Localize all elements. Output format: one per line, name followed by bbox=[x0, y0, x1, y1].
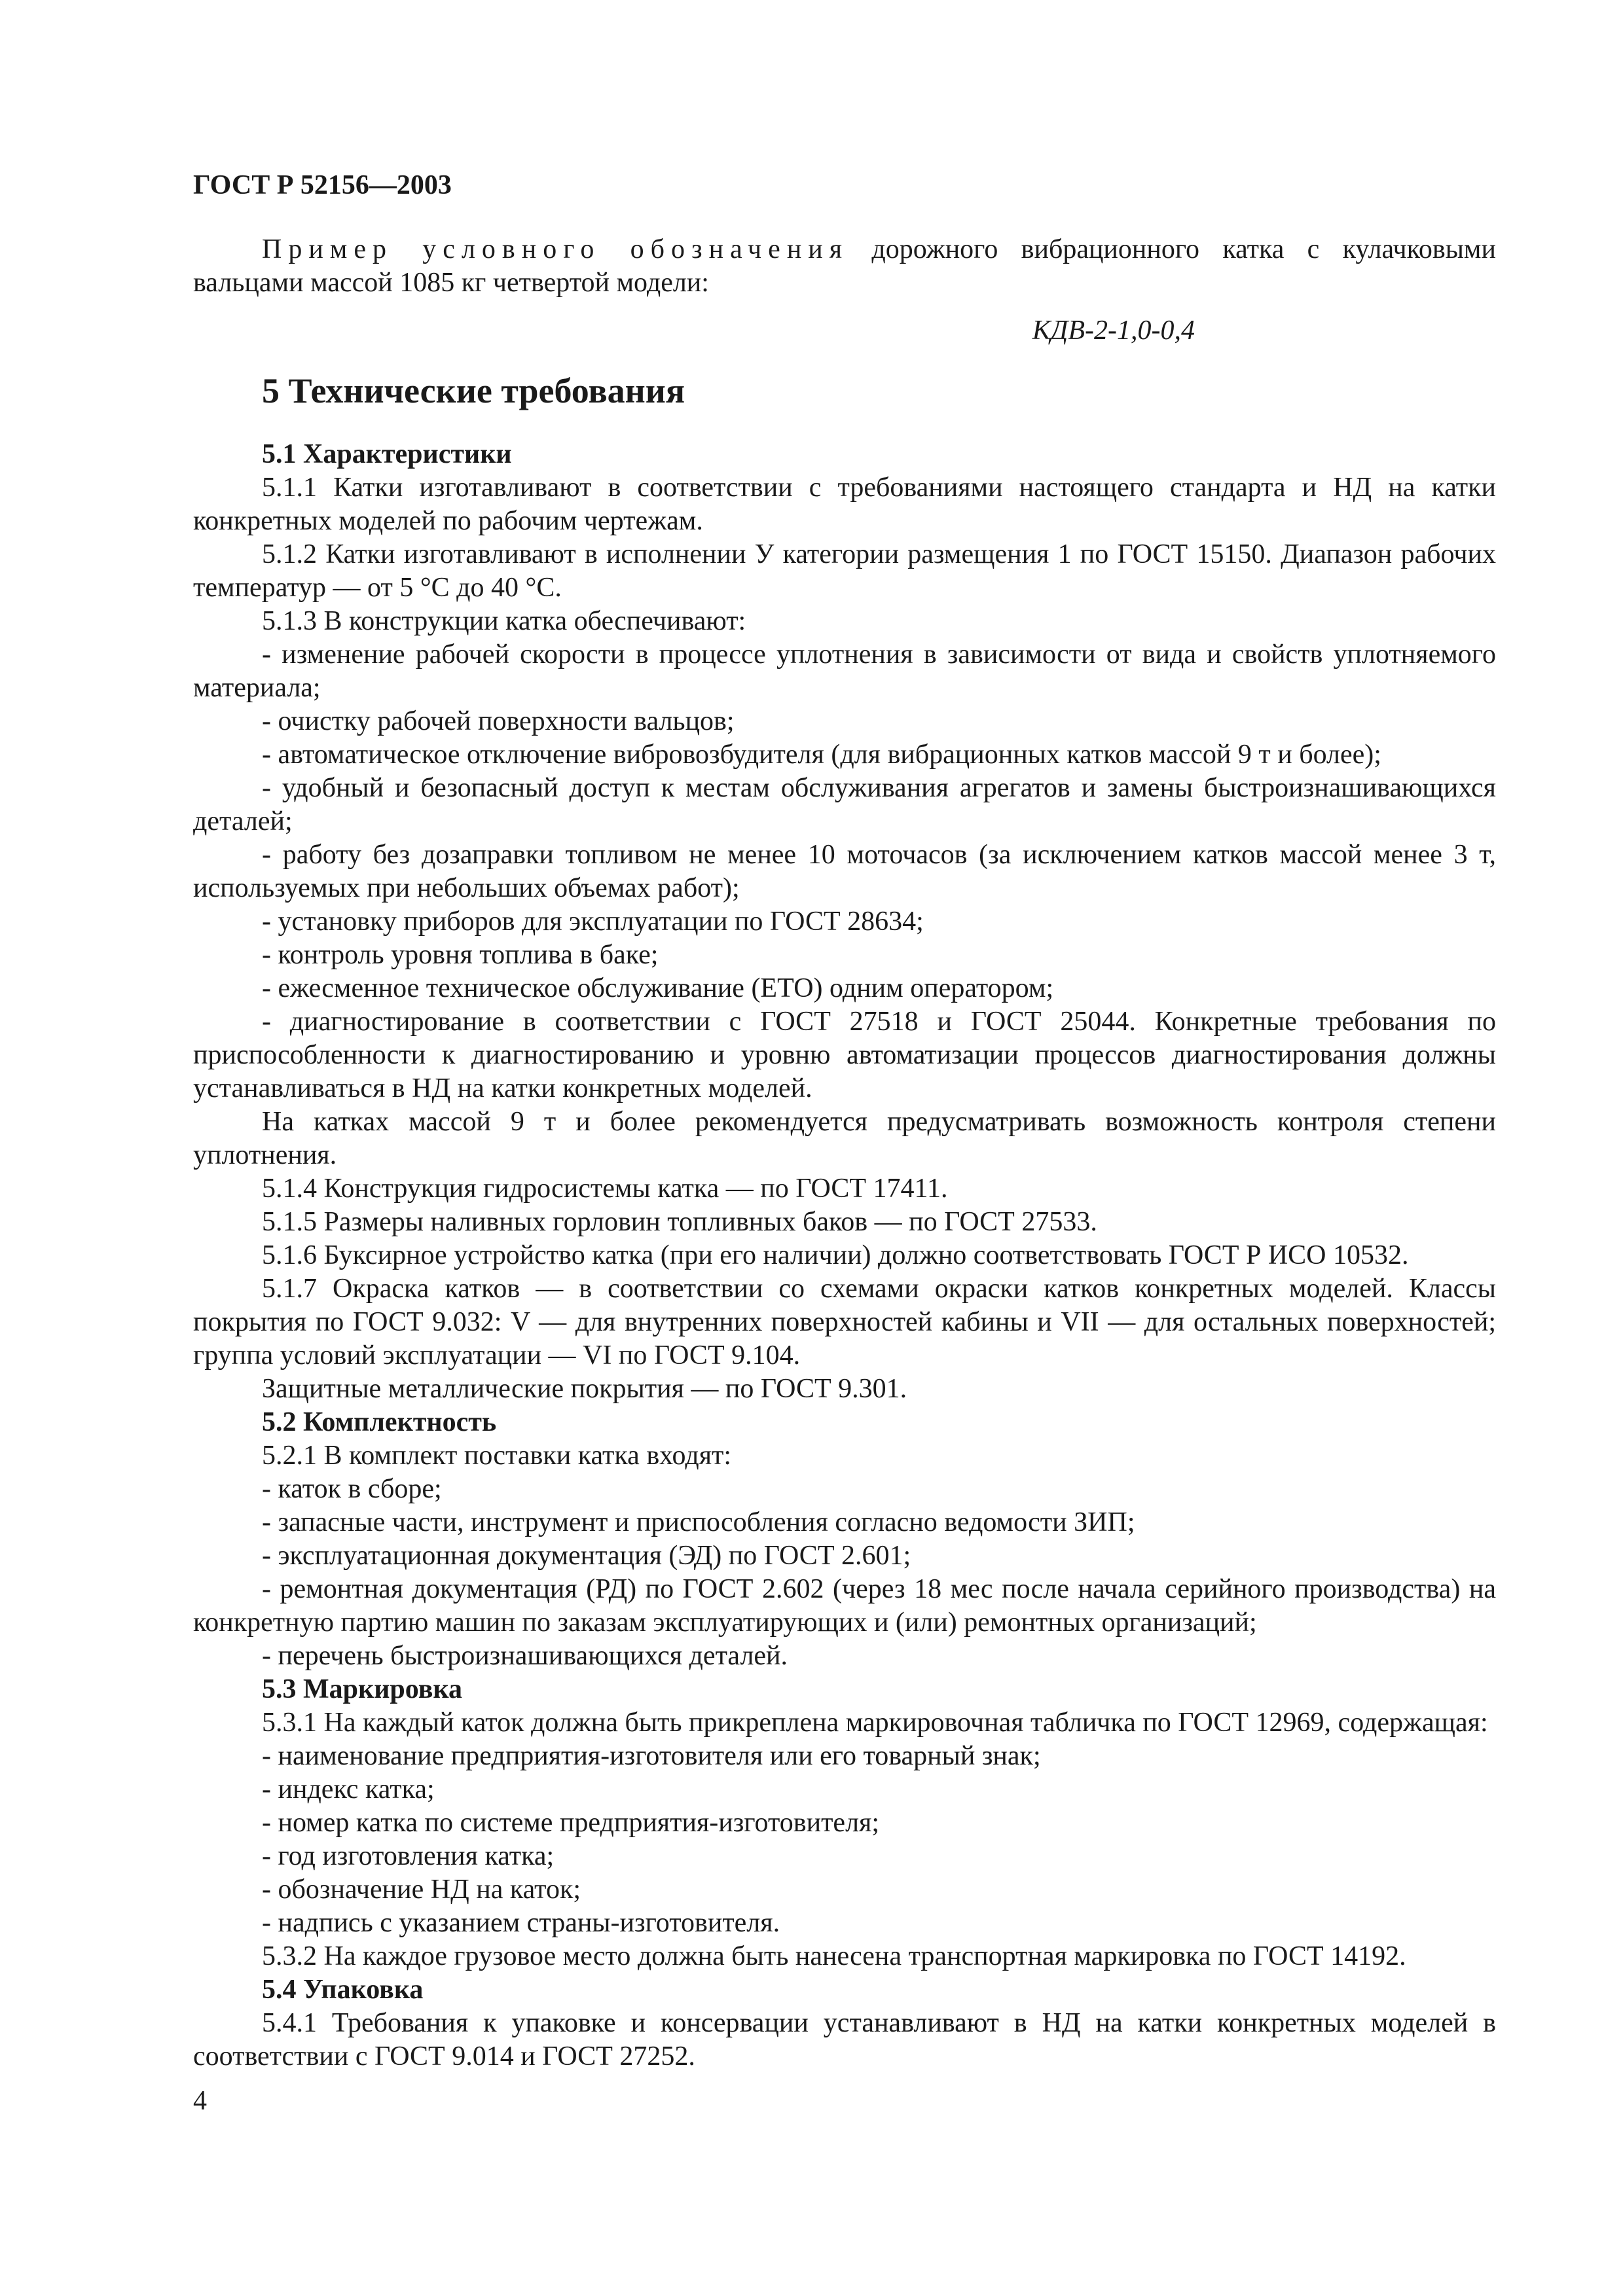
list-item: - год изготовления катка; bbox=[262, 1841, 555, 1871]
subsection-title-packaging: 5.4 Упаковка bbox=[262, 1975, 424, 2005]
list-item: - запасные части, инструмент и приспособления согласно ведомости ЗИП; bbox=[262, 1507, 1135, 1537]
list-item: - эксплуатационная документация (ЭД) по ГОСТ 2.601; bbox=[262, 1541, 911, 1571]
example-label: Пример условного обозначения bbox=[262, 234, 849, 264]
clause-5-1-6: 5.1.6 Буксирное устройство катка (при его наличии) должно соответствовать ГОСТ Р ИСО 10532. bbox=[262, 1240, 1409, 1270]
clause-5-4-1: 5.4.1 Требования к упаковке и консервации устанавливают в НД на катки конкретных моделей в соответствии с ГОСТ 9.014 и ГОСТ 27252. bbox=[193, 2008, 1496, 2072]
clause-5-1-1: 5.1.1 Катки изготавливают в соответствии с требованиями настоящего стандарта и НД на катки конкретных моделей по рабочим чертежам. bbox=[193, 473, 1496, 536]
list-item: - перечень быстроизнашивающихся деталей. bbox=[262, 1641, 788, 1671]
list-item: - индекс катка; bbox=[262, 1774, 435, 1804]
clause-5-1-4: 5.1.4 Конструкция гидросистемы катка — по ГОСТ 17411. bbox=[262, 1174, 948, 1204]
page-number: 4 bbox=[193, 2086, 207, 2116]
list-item: - установку приборов для эксплуатации по ГОСТ 28634; bbox=[262, 906, 924, 937]
list-item: - диагностирование в соответствии с ГОСТ 27518 и ГОСТ 25044. Конкретные требования по приспособленности к диагностированию и уровню автоматизации процессов диагностирования должны устанавливаться в НД на катки конкретных моделей. bbox=[193, 1007, 1496, 1103]
clause-5-1-3-note: На катках массой 9 т и более рекомендуется предусматривать возможность контроля степени уплотнения. bbox=[193, 1107, 1496, 1170]
list-item: - автоматическое отключение вибровозбудителя (для вибрационных катков массой 9 т и более); bbox=[262, 740, 1381, 770]
list-item: - надпись с указанием страны-изготовителя. bbox=[262, 1908, 780, 1938]
list-item: - ежесменное техническое обслуживание (ЕТО) одним оператором; bbox=[262, 973, 1054, 1003]
example-designation: КДВ-2-1,0-0,4 bbox=[1032, 315, 1195, 346]
subsection-title-characteristics: 5.1 Характеристики bbox=[262, 439, 512, 469]
document-code: ГОСТ Р 52156—2003 bbox=[193, 170, 452, 200]
list-item: - работу без дозаправки топливом не менее 10 моточасов (за исключением катков массой менее 3 т, используемых при небольших объемах работ); bbox=[193, 840, 1496, 903]
list-item: - обозначение НД на каток; bbox=[262, 1874, 581, 1905]
list-item: - удобный и безопасный доступ к местам обслуживания агрегатов и замены быстроизнашивающихся деталей; bbox=[193, 773, 1496, 836]
document-body bbox=[193, 233, 1496, 2073]
clause-5-2-1: 5.2.1 В комплект поставки катка входят: bbox=[262, 1441, 732, 1471]
subsection-title-completeness: 5.2 Комплектность bbox=[262, 1407, 497, 1437]
example-paragraph bbox=[193, 233, 1496, 300]
list-item: - очистку рабочей поверхности вальцов; bbox=[262, 706, 735, 736]
subsection-title-marking: 5.3 Маркировка bbox=[262, 1674, 462, 1704]
list-item: - контроль уровня топлива в баке; bbox=[262, 940, 659, 970]
list-item: - ремонтная документация (РД) по ГОСТ 2.602 (через 18 мес после начала серийного производства) на конкретную партию машин по заказам эксплуатирующих и (или) ремонтных организаций; bbox=[193, 1574, 1496, 1638]
list-item: - изменение рабочей скорости в процессе уплотнения в зависимости от вида и свойств уплотняемого материала; bbox=[193, 639, 1496, 703]
clause-5-1-2: 5.1.2 Катки изготавливают в исполнении У категории размещения 1 по ГОСТ 15150. Диапазон рабочих температур — от 5 °С до 40 °С. bbox=[193, 539, 1496, 603]
list-item: - наименование предприятия-изготовителя или его товарный знак; bbox=[262, 1741, 1041, 1771]
clause-5-1-7-coatings: Защитные металлические покрытия — по ГОСТ 9.301. bbox=[262, 1374, 907, 1404]
clause-5-3-2: 5.3.2 На каждое грузовое место должна быть нанесена транспортная маркировка по ГОСТ 14192. bbox=[262, 1941, 1406, 1971]
clause-5-3-1: 5.3.1 На каждый каток должна быть прикреплена маркировочная табличка по ГОСТ 12969, содержащая: bbox=[262, 1708, 1488, 1738]
list-item: - каток в сборе; bbox=[262, 1474, 442, 1504]
clause-5-1-5: 5.1.5 Размеры наливных горловин топливных баков — по ГОСТ 27533. bbox=[262, 1207, 1097, 1237]
clause-5-1-3: 5.1.3 В конструкции катка обеспечивают: bbox=[262, 606, 746, 636]
clause-5-1-7: 5.1.7 Окраска катков — в соответствии со схемами окраски катков конкретных моделей. Классы покрытия по ГОСТ 9.032: V — для внутренних поверхностей кабины и VII — для остальных поверхностей; группа условий эксплуатации — VI по ГОСТ 9.104. bbox=[193, 1274, 1496, 1371]
section-title: 5 Технические требования bbox=[262, 371, 685, 410]
list-item: - номер катка по системе предприятия-изготовителя; bbox=[262, 1808, 880, 1838]
example-text: дорожного вибрационного катка с кулачковыми вальцами массой 1085 кг четвертой модели: bbox=[193, 234, 1496, 298]
